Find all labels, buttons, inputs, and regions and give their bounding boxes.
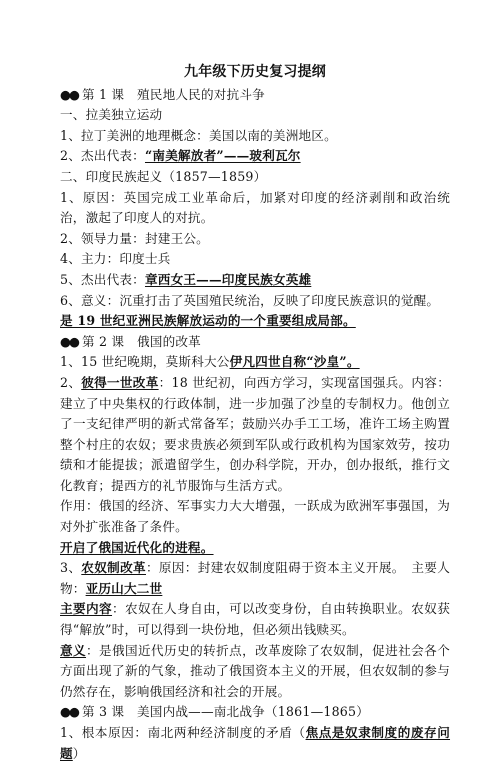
paragraph-lead: 2、 <box>60 374 82 390</box>
paragraph-body: ：18 世纪初，向西方学习，实现富国强兵。内容：建立了中央集权的行政体制，进一步加强了沙皇的专制权力。他创立了一支纪律严明的新式常备军；鼓励兴办手工工场，准许工场主购置整个村庄的农奴；要求贵族必须到军队或行政机构为国家效劳，按功绩和才能提拔；派遣留学生，创办科学院，开办，创办报纸，推行文化教育；提西方的礼节服饰与生活方式。 <box>60 374 450 493</box>
paragraph-body: ：农奴在人身自由，可以改变身份，自由转换职业。农奴获得“解放”时，可以得到一块份地，但必须出钱赎买。 <box>60 601 450 638</box>
paragraph: 1、拉丁美洲的地理概念：美国以南的美洲地区。 <box>60 127 337 143</box>
paragraph: 6、意义：沉重打击了英国殖民统治，反映了印度民族意识的觉醒。 <box>60 292 440 308</box>
highlighted-text: 彼得一世改革 <box>81 374 159 390</box>
highlighted-text: 主要内容 <box>60 601 113 617</box>
paragraph: 4、主力：印度士兵 <box>60 251 171 267</box>
paragraph: 1、原因：英国完成工业革命后，加紧对印度的经济剥削和政治统治，激起了印度人的对抗。 <box>60 189 450 226</box>
paragraph <box>60 270 450 291</box>
paragraph-lead: 1、根本原因：南北两种经济制度的矛盾（ <box>60 725 306 740</box>
paragraph <box>60 599 450 640</box>
highlighted-text: 意义 <box>60 642 87 658</box>
bullet-dots-icon: ●● <box>60 704 78 720</box>
paragraph <box>60 373 450 497</box>
paragraph <box>60 558 450 599</box>
paragraph <box>60 641 450 703</box>
highlighted-text: 焦点是奴隶制度的废存问题 <box>60 725 451 761</box>
lesson-3-heading <box>60 702 450 723</box>
paragraph-lead: 2、杰出代表： <box>60 148 145 164</box>
section-heading: 二、印度民族起义（1857—1859） <box>60 168 267 184</box>
highlighted-text: 亚历山大二世 <box>85 580 163 596</box>
paragraph-body: ：是俄国近代历史的转折点，改革废除了农奴制，促进社会各个方面出现了新的气象，推动了俄国资本主义的开展，但农奴制的参与仍然存在，影响俄国经济和社会的开展。 <box>60 642 450 699</box>
lesson-1-title: 第 1 课 殖民地人民的对抗斗争 <box>81 86 265 102</box>
paragraph-end: ） <box>72 745 86 761</box>
section-heading: 一、拉美独立运动 <box>60 107 163 123</box>
paragraph-lead: 5、杰出代表： <box>60 271 145 287</box>
lesson-1-heading <box>60 85 450 106</box>
bullet-dots-icon: ●● <box>60 86 78 102</box>
highlighted-text: 章西女王——印度民族女英雄 <box>144 271 312 287</box>
highlighted-text: 是 19 世纪亚洲民族解放运动的一个重要组成局部。 <box>60 313 356 329</box>
bullet-dots-icon: ●● <box>60 333 78 349</box>
highlighted-text: 农奴制改革 <box>81 560 146 576</box>
highlighted-text: 伊凡四世自称“沙皇”。 <box>229 354 360 370</box>
lesson-2-title: 第 2 课 俄国的改革 <box>81 333 201 349</box>
highlighted-text: 开启了俄国近代化的进程。 <box>60 539 214 555</box>
paragraph: 2、领导力量：封建王公。 <box>60 230 209 246</box>
lesson-3-title: 第 3 课 美国内战——南北战争（1861—1865） <box>81 704 370 720</box>
lesson-2-heading <box>60 332 450 353</box>
highlighted-text: “南美解放者”——玻利瓦尔 <box>144 148 301 164</box>
paragraph <box>60 352 450 373</box>
page-title: 九年级下历史复习提纲 <box>184 64 326 80</box>
paragraph <box>60 723 450 764</box>
document-page <box>60 62 450 764</box>
paragraph <box>60 146 450 167</box>
paragraph-lead: 1、15 世纪晚期，莫斯科大公 <box>60 354 230 370</box>
paragraph: 作用：俄国的经济、军事实力大大增强，一跃成为欧洲军事强国，为对外扩张准备了条件。 <box>60 498 450 535</box>
paragraph-lead: 3、 <box>60 560 82 576</box>
paragraph-body: ：原因：封建农奴制度阻碍于资本主义开展。 主要人物： <box>60 560 451 596</box>
